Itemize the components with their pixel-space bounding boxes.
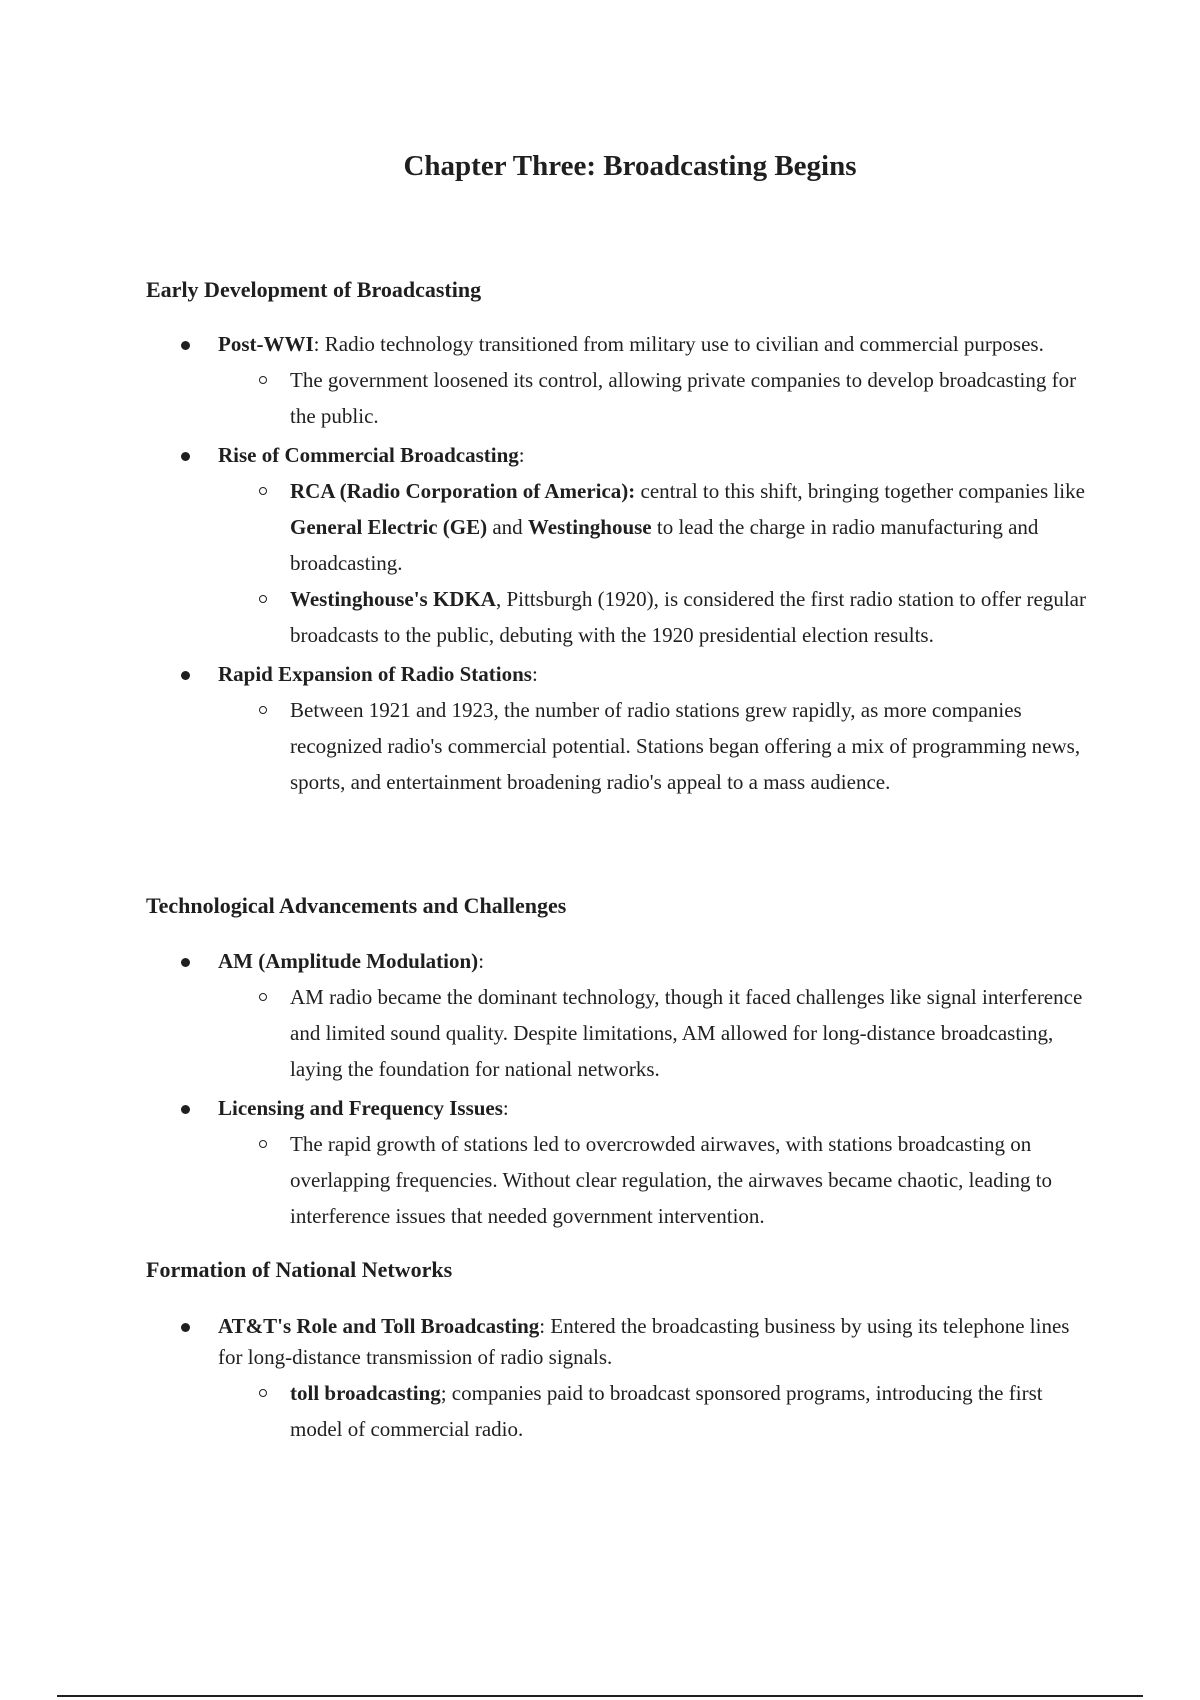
- hollow-bullet-icon: [259, 376, 267, 384]
- list-item: [0, 1311, 1080, 1447]
- item-description: :: [502, 1096, 509, 1120]
- hollow-bullet-icon: [259, 1389, 267, 1397]
- hollow-bullet-icon: [259, 487, 267, 495]
- item-description: : Entered the broadcasting business by using its telephone lines for long-distance transmission of radio signals.: [218, 1314, 1070, 1369]
- sub-item-text: AM radio became the dominant technology, though it faced challenges like signal interference and limited sound quality. Despite limitations, AM allowed for long-distance broadcasting, laying the foundation for national networks.: [290, 985, 1083, 1081]
- item-text: [218, 946, 1080, 977]
- bullet-icon: [181, 958, 190, 967]
- sub-list-item: [290, 1126, 1096, 1234]
- bullet-icon: [181, 341, 190, 350]
- list-item: [0, 1093, 1080, 1234]
- sub-list: [218, 692, 1080, 800]
- sub-list-item: [290, 979, 1096, 1087]
- sub-item-text: Between 1921 and 1923, the number of radio stations grew rapidly, as more companies recognized radio's commercial potential. Stations began offering a mix of programming news, sports, and entertainment broadening radio's appeal to a mass audience.: [290, 698, 1081, 794]
- item-text: [218, 1093, 1080, 1124]
- sub-item-text: The government loosened its control, allowing private companies to develop broadcasting for the public.: [290, 368, 1077, 428]
- item-term: Post-WWI: [218, 332, 314, 356]
- sub-item-term: Westinghouse's KDKA: [290, 587, 496, 611]
- list-item: [0, 440, 1086, 653]
- sub-item-term: toll broadcasting: [290, 1381, 441, 1405]
- list-item: [0, 659, 1080, 800]
- sub-list-item: [290, 1375, 1096, 1447]
- item-term: Rise of Commercial Broadcasting: [218, 443, 519, 467]
- item-term: Licensing and Frequency Issues: [218, 1096, 503, 1120]
- sub-list-item: [290, 581, 1096, 653]
- sub-list: [218, 1375, 1080, 1447]
- sub-item-text: The rapid growth of stations led to overcrowded airwaves, with stations broadcasting on overlapping frequencies. Without clear regulation, the airwaves became chaotic, leading to interference issues that needed government intervention.: [290, 1132, 1053, 1228]
- item-text: [218, 1311, 1080, 1373]
- page-bottom-divider: [57, 1695, 1143, 1697]
- bullet-icon: [181, 1323, 190, 1332]
- item-text: [218, 659, 1080, 690]
- sub-list: [218, 362, 1080, 434]
- sub-item-text: ; companies paid to broadcast sponsored programs, introducing the first model of commercial radio.: [290, 1381, 1043, 1441]
- sub-item-text: , Pittsburgh (1920), is considered the first radio station to offer regular broadcasts to the public, debuting with the 1920 presidential election results.: [290, 587, 1086, 647]
- sub-list: [218, 473, 1086, 653]
- page-title: Chapter Three: Broadcasting Begins: [403, 150, 857, 182]
- item-description: : Radio technology transitioned from military use to civilian and commercial purposes.: [313, 332, 1044, 356]
- sub-item-text: to lead the charge in radio manufacturing and broadcasting.: [290, 515, 1039, 575]
- bullet-icon: [181, 671, 190, 680]
- item-term: AM (Amplitude Modulation): [218, 949, 479, 973]
- list-item: [0, 946, 1083, 1087]
- section-list-early-development: [0, 329, 1200, 806]
- section-heading-technological-advancements: Technological Advancements and Challenges: [146, 893, 567, 918]
- sub-item-term: General Electric (GE): [290, 515, 488, 539]
- item-term: Rapid Expansion of Radio Stations: [218, 662, 532, 686]
- sub-list-item: [290, 473, 1096, 581]
- sub-item-term: RCA (Radio Corporation of America):: [290, 479, 636, 503]
- hollow-bullet-icon: [259, 1140, 267, 1148]
- sub-list: [218, 979, 1083, 1087]
- item-description: :: [531, 662, 538, 686]
- sub-list-item: [290, 362, 1096, 434]
- sub-list-item: [290, 692, 1096, 800]
- sub-item-term: Westinghouse: [527, 515, 652, 539]
- hollow-bullet-icon: [259, 993, 267, 1001]
- sub-item-text: central to this shift, bringing together companies like: [635, 479, 1085, 503]
- section-list-technological-advancements: [0, 946, 1200, 1240]
- item-description: :: [478, 949, 485, 973]
- bullet-icon: [181, 452, 190, 461]
- list-item: [0, 329, 1080, 434]
- hollow-bullet-icon: [259, 706, 267, 714]
- section-list-national-networks: [0, 1311, 1200, 1453]
- section-heading-early-development: Early Development of Broadcasting: [146, 277, 482, 302]
- hollow-bullet-icon: [259, 595, 267, 603]
- sub-list: [218, 1126, 1080, 1234]
- item-text: [218, 440, 1080, 471]
- item-text: [218, 329, 1080, 360]
- item-term: AT&T's Role and Toll Broadcasting: [218, 1314, 540, 1338]
- sub-item-text: and: [487, 515, 528, 539]
- bullet-icon: [181, 1105, 190, 1114]
- section-heading-national-networks: Formation of National Networks: [146, 1257, 453, 1282]
- item-description: :: [518, 443, 525, 467]
